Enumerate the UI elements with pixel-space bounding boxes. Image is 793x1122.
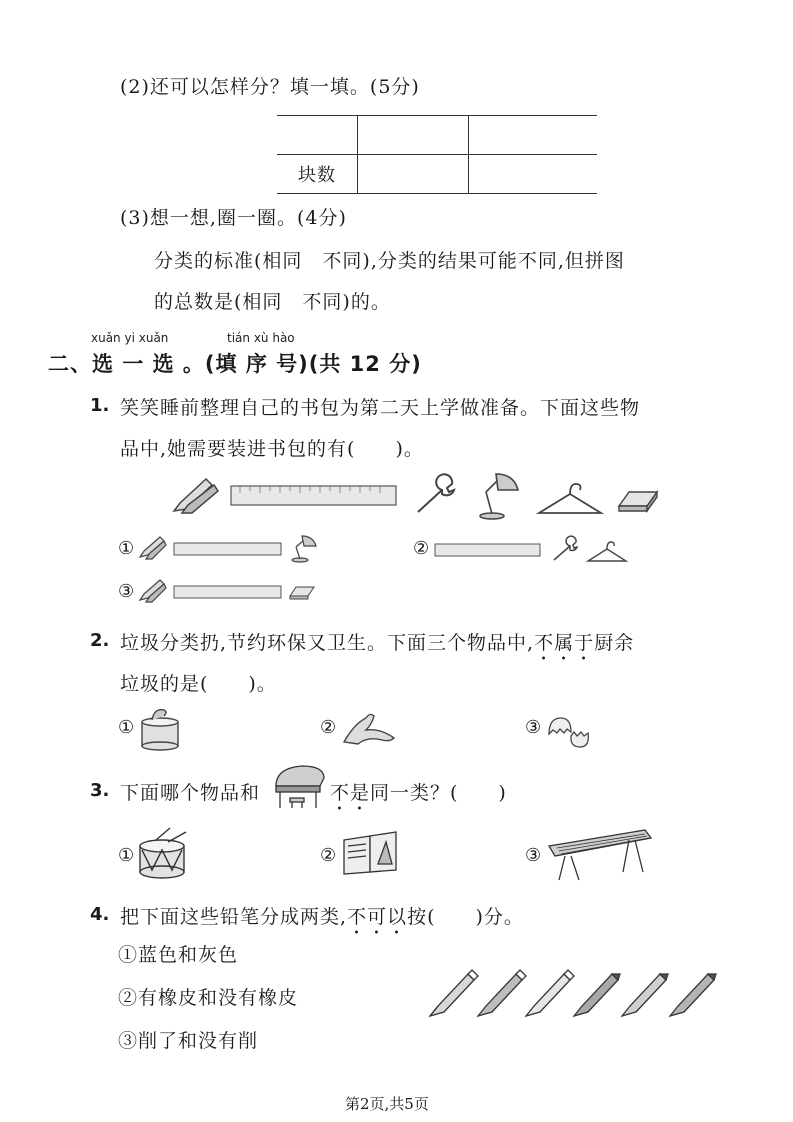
answer-table xyxy=(277,115,597,194)
guzheng-icon xyxy=(545,826,655,884)
ruler-icon xyxy=(173,585,283,599)
eraser-icon xyxy=(288,585,316,601)
pencil-icon xyxy=(574,974,620,1016)
subquestion-3-prompt: (3)想一想,圈一圈。(4分) xyxy=(120,207,347,229)
hanger-icon xyxy=(585,540,629,564)
answer-cell[interactable] xyxy=(469,116,598,155)
question-1-number: 1. xyxy=(90,395,110,416)
wrench-icon xyxy=(412,478,462,516)
question-1-line-2: 品中,她需要装进书包的有( )。 xyxy=(120,438,424,460)
pencil-icon xyxy=(478,970,526,1016)
option-1[interactable]: ① xyxy=(118,538,135,559)
question-2-line-2: 垃圾的是( )。 xyxy=(120,673,277,695)
option-1[interactable]: ① xyxy=(118,845,135,866)
pencils-group xyxy=(428,968,718,1020)
answer-cell[interactable] xyxy=(358,116,469,155)
question-2-number: 2. xyxy=(90,630,110,651)
answer-cell[interactable] xyxy=(277,116,358,155)
subquestion-3-line-2: 的总数是(相同 不同)的。 xyxy=(154,291,391,313)
section-2-heading: 二、选 一 选 。(填 序 号)(共 12 分) xyxy=(48,352,422,376)
option-3[interactable]: ③ xyxy=(525,845,542,866)
option-3[interactable]: ③ xyxy=(118,581,135,602)
eraser-icon xyxy=(615,488,661,514)
option-2[interactable]: ② xyxy=(320,717,337,738)
question-3-text-bc: 不是同一类？( ) xyxy=(330,782,507,804)
option-2[interactable]: ② xyxy=(320,845,337,866)
book-icon xyxy=(340,830,400,876)
ruler-icon xyxy=(434,543,542,557)
page-footer: 第2页,共5页 xyxy=(345,1095,429,1113)
pencil-icon xyxy=(670,974,716,1016)
pencils-icon xyxy=(138,578,168,604)
question-4-text: 把下面这些铅笔分成两类,不可以按( )分。 xyxy=(120,906,524,928)
option-1[interactable]: ①蓝色和灰色 xyxy=(118,944,239,966)
ruler-icon xyxy=(230,485,398,507)
option-1[interactable]: ① xyxy=(118,717,135,738)
banana-peel-icon xyxy=(340,710,400,746)
option-2[interactable]: ②有橡皮和没有橡皮 xyxy=(118,987,299,1009)
answer-cell[interactable] xyxy=(469,155,598,194)
question-4-number: 4. xyxy=(90,904,110,925)
pencil-icon xyxy=(526,970,574,1016)
pencils-icon xyxy=(138,535,168,561)
question-1-line-1: 笑笑睡前整理自己的书包为第二天上学做准备。下面这些物 xyxy=(120,397,641,419)
subquestion-3-line-1: 分类的标准(相同 不同),分类的结果可能不同,但拼图 xyxy=(154,250,625,272)
desk-lamp-icon xyxy=(288,533,318,563)
tin-can-icon xyxy=(138,706,184,750)
question-3-number: 3. xyxy=(90,780,110,801)
ruler-icon xyxy=(173,542,283,556)
hanger-icon xyxy=(535,480,605,518)
pencils-icon xyxy=(170,475,220,515)
question-3-text-a: 下面哪个物品和 xyxy=(120,782,261,804)
pinyin-xuanyixuan: xuǎn yi xuǎn xyxy=(91,331,169,345)
drum-icon xyxy=(136,826,192,882)
answer-cell[interactable] xyxy=(358,155,469,194)
question-2-line-1: 垃圾分类扔,节约环保又卫生。下面三个物品中,不属于厨余 xyxy=(120,632,635,654)
subquestion-2-prompt: (2)还可以怎样分？填一填。(5分) xyxy=(120,76,420,98)
table-row-label: 块数 xyxy=(277,155,358,194)
option-2[interactable]: ② xyxy=(413,538,430,559)
eggshell-icon xyxy=(545,712,595,746)
pinyin-tianxuhao: tián xù hào xyxy=(227,331,295,345)
desk-lamp-icon xyxy=(472,470,522,520)
option-3[interactable]: ③ xyxy=(525,717,542,738)
pencil-icon xyxy=(430,970,478,1016)
option-3[interactable]: ③削了和没有削 xyxy=(118,1030,259,1052)
wrench-icon xyxy=(550,538,582,564)
pencil-icon xyxy=(622,974,668,1016)
piano-icon xyxy=(272,762,328,810)
